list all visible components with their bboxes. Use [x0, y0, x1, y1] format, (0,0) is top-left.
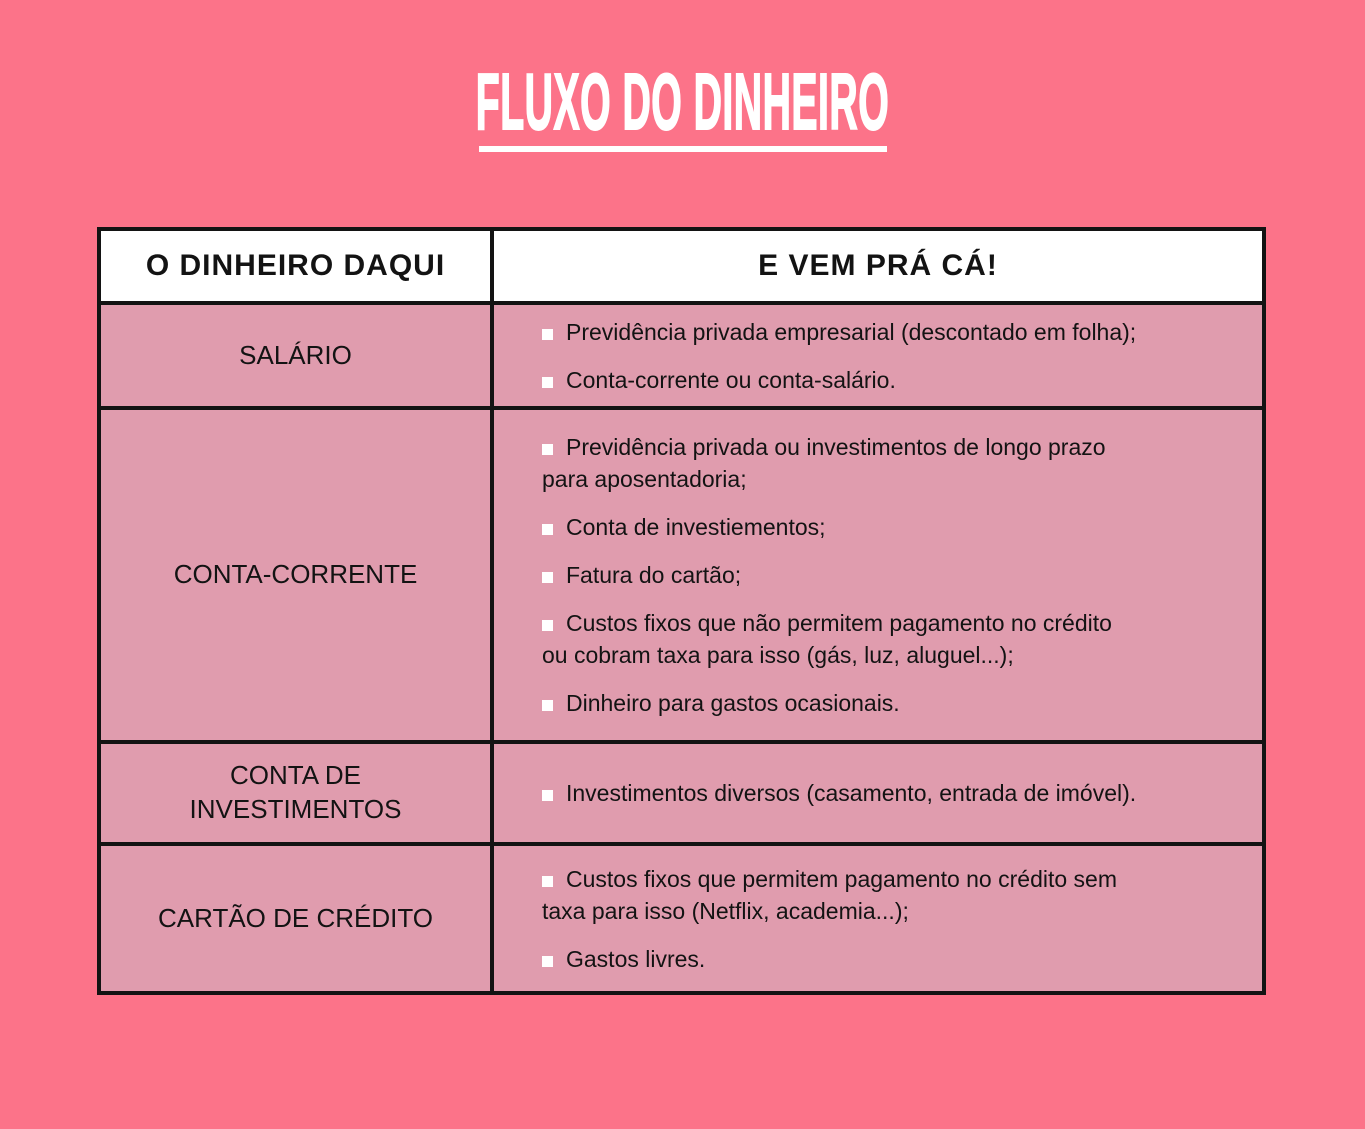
item-text: Previdência privada empresarial (descontado em folha);: [566, 318, 1137, 345]
source-cell: [101, 744, 490, 842]
source-cell: [101, 410, 490, 740]
page-title: FLUXO DO DINHEIRO: [475, 57, 890, 146]
list-item: [542, 943, 705, 975]
source-label: CONTA DE INVESTIMENTOS: [189, 760, 402, 824]
money-flow-infographic: [0, 57, 1365, 995]
item-text: Conta-corrente ou conta-salário.: [566, 366, 896, 393]
item-text: Conta de investiementos;: [566, 514, 826, 540]
source-cell: [101, 846, 490, 991]
item-text: Gastos livres.: [566, 945, 706, 972]
list-item: [542, 777, 1136, 809]
items-cell: [494, 846, 1262, 991]
items-cell: [494, 305, 1262, 406]
item-text: Fatura do cartão;: [566, 562, 742, 588]
items-cell: [494, 744, 1262, 842]
item-text: Custos fixos que não permitem pagamento no crédito ou cobram taxa para isso (gás, luz, aluguel...);: [542, 610, 1112, 668]
list-item: [542, 511, 826, 543]
source-label: CONTA-CORRENTE: [173, 559, 418, 590]
bullet-square-icon: [542, 524, 553, 535]
header-cell-destination: E VEM PRÁ CÁ!: [494, 231, 1262, 301]
list-item: [542, 559, 741, 591]
source-cell: [101, 305, 490, 406]
item-text: Previdência privada ou investimentos de longo prazo para aposentadoria;: [542, 434, 1106, 492]
item-text: Dinheiro para gastos ocasionais.: [566, 690, 900, 716]
source-label: SALÁRIO: [239, 339, 352, 370]
list-item: [542, 607, 1142, 671]
item-text: Investimentos diversos (casamento, entrada de imóvel).: [566, 780, 1137, 806]
flow-table: [97, 227, 1266, 995]
bullet-square-icon: [542, 329, 553, 340]
list-item: [542, 863, 1142, 927]
title-underline: [479, 146, 887, 152]
list-item: [542, 431, 1142, 495]
bullet-square-icon: [542, 377, 553, 388]
bullet-square-icon: [542, 790, 553, 801]
bullet-square-icon: [542, 876, 553, 887]
bullet-square-icon: [542, 572, 553, 583]
bullet-square-icon: [542, 620, 553, 631]
bullet-square-icon: [542, 956, 553, 967]
bullet-square-icon: [542, 444, 553, 455]
items-cell: [494, 410, 1262, 740]
list-item: [542, 316, 1136, 348]
list-item: [542, 687, 900, 719]
header-cell-source: O DINHEIRO DAQUI: [101, 231, 490, 301]
list-item: [542, 364, 896, 396]
source-label: CARTÃO DE CRÉDITO: [158, 902, 433, 933]
bullet-square-icon: [542, 700, 553, 711]
item-text: Custos fixos que permitem pagamento no crédito sem taxa para isso (Netflix, academia...);: [542, 865, 1117, 924]
